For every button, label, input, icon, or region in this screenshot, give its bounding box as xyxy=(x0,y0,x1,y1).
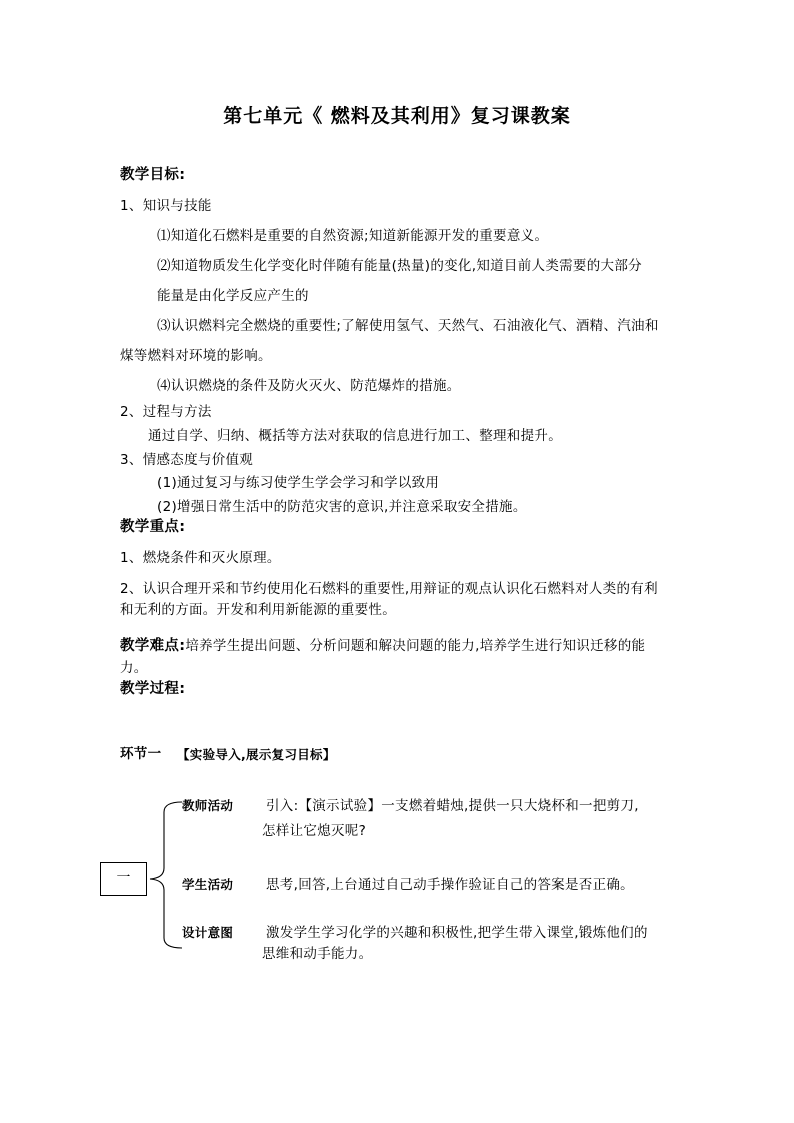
key-points-heading: 教学重点: xyxy=(120,519,186,535)
goals-heading: 教学目标: xyxy=(120,167,186,183)
student-activity-label: 学生活动 xyxy=(182,877,234,892)
process-method-label: 2、过程与方法 xyxy=(120,404,212,420)
difficulty-line-2: 力。 xyxy=(120,660,148,676)
knowledge-item-3-line-2: 煤等燃料对环境的影响。 xyxy=(120,348,272,364)
process-heading: 教学过程: xyxy=(120,681,186,697)
attitude-item-2: (2)增强日常生活中的防范灾害的意识,并注意采取安全措施。 xyxy=(157,499,527,515)
key-point-1: 1、燃烧条件和灭火原理。 xyxy=(120,550,281,566)
process-method-text: 通过自学、归纳、概括等方法对获取的信息进行加工、整理和提升。 xyxy=(148,428,562,444)
attitude-values-label: 3、情感态度与价值观 xyxy=(120,452,254,468)
stage-one-title: 【实验导入,展示复习目标】 xyxy=(177,747,336,762)
difficulty-line-1 xyxy=(120,637,645,655)
student-activity-text: 思考,回答,上台通过自己动手操作验证自己的答案是否正确。 xyxy=(266,877,634,893)
difficulty-text: 培养学生提出问题、分析问题和解决问题的能力,培养学生进行知识迁移的能 xyxy=(185,638,646,654)
teacher-activity-label: 教师活动 xyxy=(182,798,234,813)
key-point-2-line-1: 2、认识合理开采和节约使用化石燃料的重要性,用辩证的观点认识化石燃料对人类的有利 xyxy=(120,581,658,597)
knowledge-item-3-line-1: ⑶认识燃料完全燃烧的重要性;了解使用氢气、天然气、石油液化气、酒精、汽油和 xyxy=(157,318,659,334)
knowledge-skills-label: 1、知识与技能 xyxy=(120,198,212,214)
design-intent-label: 设计意图 xyxy=(182,925,234,940)
key-point-2-line-2: 和无利的方面。开发和利用新能源的重要性。 xyxy=(120,602,396,618)
stage-one-label: 环节一 xyxy=(120,746,162,762)
knowledge-item-2-line-2: 能量是由化学反应产生的 xyxy=(157,288,309,304)
difficulty-heading: 教学难点: xyxy=(120,638,186,654)
stage-number-box: 一 xyxy=(100,862,147,896)
attitude-item-1: (1)通过复习与练习使学生学会学习和学以致用 xyxy=(157,475,440,491)
brace-connector xyxy=(146,780,186,960)
design-intent-text-line-2: 思维和动手能力。 xyxy=(262,946,373,962)
knowledge-item-2-line-1: ⑵知道物质发生化学变化时伴随有能量(热量)的变化,知道目前人类需要的大部分 xyxy=(157,258,642,274)
knowledge-item-1: ⑴知道化石燃料是重要的自然资源;知道新能源开发的重要意义。 xyxy=(157,228,549,244)
design-intent-text-line-1: 激发学生学习化学的兴趣和积极性,把学生带入课堂,锻炼他们的 xyxy=(266,925,648,941)
teacher-activity-text-line-1: 引入:【演示试验】一支燃着蜡烛,提供一只大烧杯和一把剪刀, xyxy=(266,798,639,814)
knowledge-item-4: ⑷认识燃烧的条件及防火灭火、防范爆炸的措施。 xyxy=(157,378,461,394)
teacher-activity-text-line-2: 怎样让它熄灭呢? xyxy=(262,823,367,839)
document-title: 第七单元《 燃料及其利用》复习课教案 xyxy=(223,105,571,127)
